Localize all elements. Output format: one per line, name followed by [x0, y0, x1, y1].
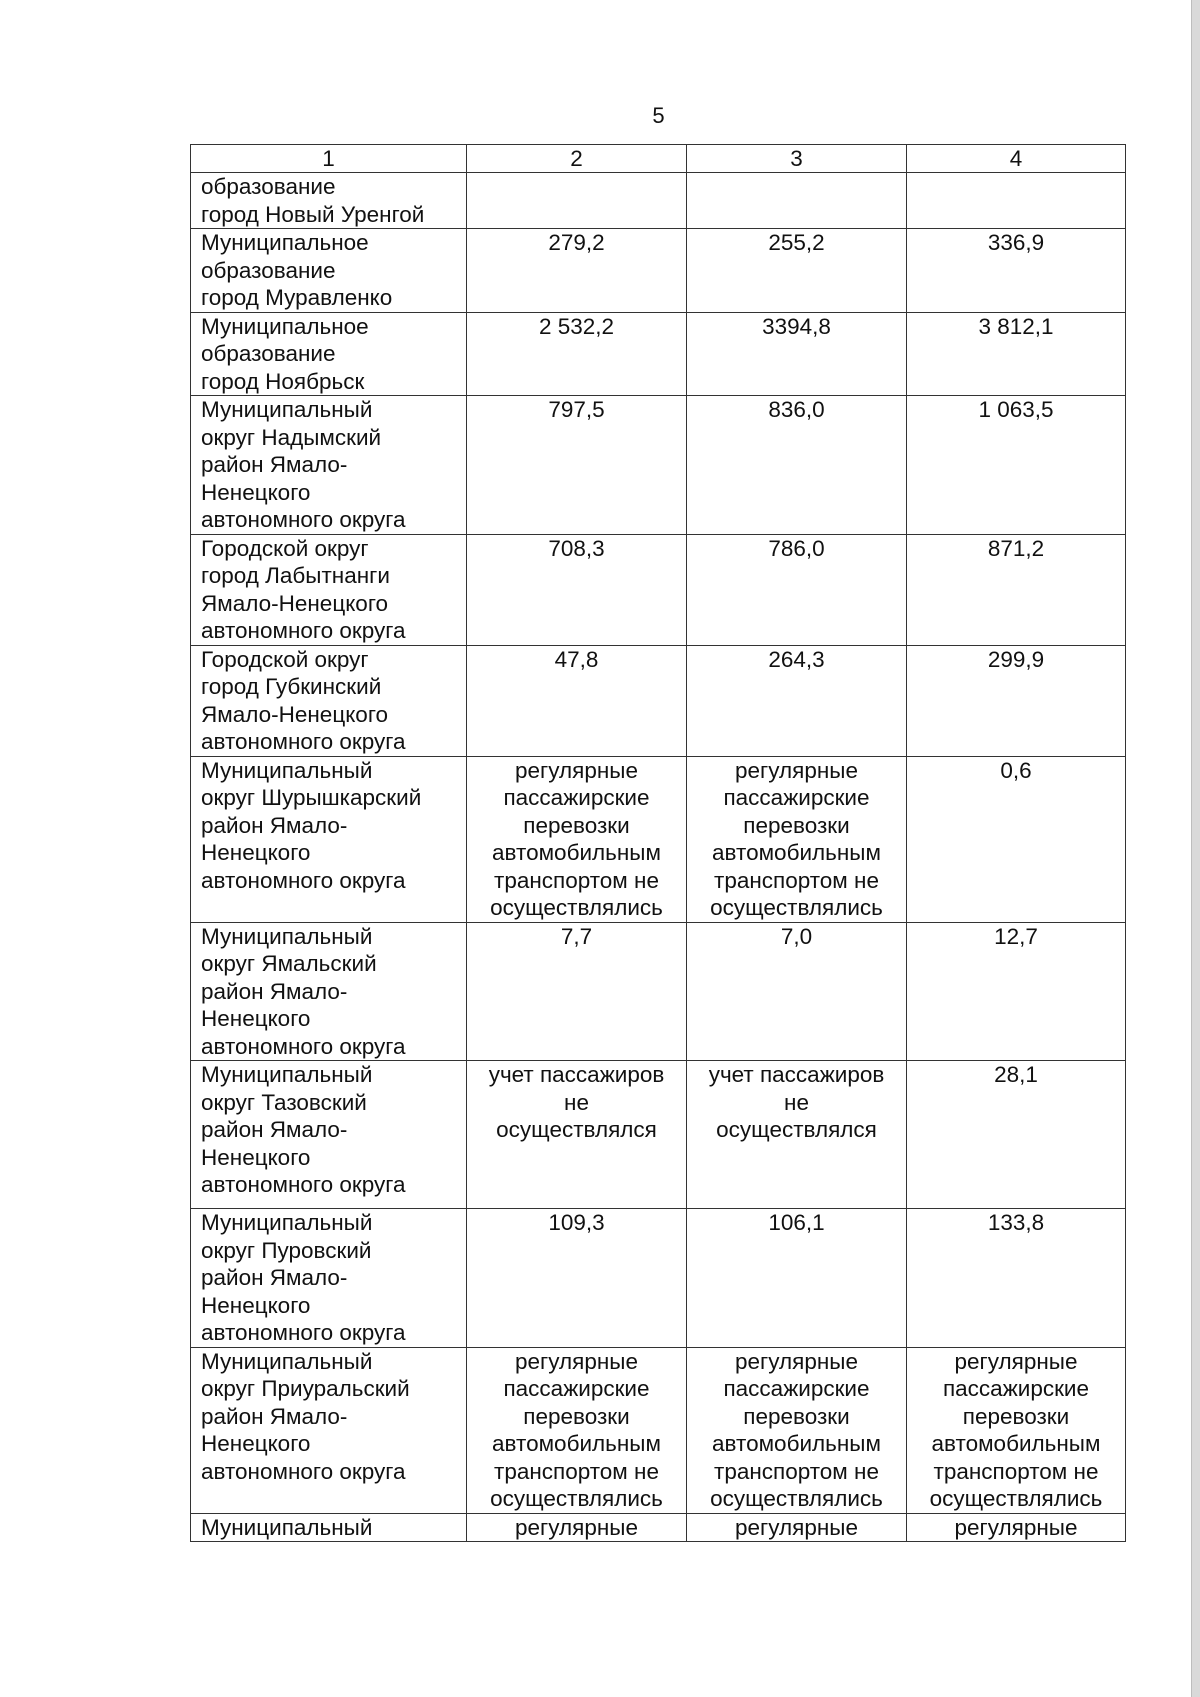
value-cell-col4: 3 812,1	[907, 312, 1126, 396]
row-label-cell: Муниципальный округ Тазовский район Ямало- Ненецкого автономного округа	[191, 1061, 467, 1209]
value-cell-col2: 279,2	[467, 229, 687, 313]
value-cell-col4: 1 063,5	[907, 396, 1126, 535]
value-cell-col4	[907, 173, 1126, 229]
header-cell-col4: 4	[907, 145, 1126, 173]
table-row	[191, 396, 1126, 535]
table-row	[191, 1061, 1126, 1209]
value-cell-col2: регулярные	[467, 1513, 687, 1541]
data-table	[190, 144, 1126, 1542]
scan-page-edge	[1191, 0, 1200, 1697]
value-cell-col2: 109,3	[467, 1209, 687, 1348]
value-cell-col2: регулярные пассажирские перевозки автомобильным транспортом не осуществлялись	[467, 756, 687, 922]
value-cell-col2: 47,8	[467, 645, 687, 756]
value-cell-col3: 255,2	[687, 229, 907, 313]
value-cell-col3: учет пассажиров не осуществлялся	[687, 1061, 907, 1209]
row-label-cell: Муниципальный	[191, 1513, 467, 1541]
row-label-cell: Муниципальный округ Пуровский район Ямало- Ненецкого автономного округа	[191, 1209, 467, 1348]
table-row	[191, 229, 1126, 313]
value-cell-col3: 786,0	[687, 534, 907, 645]
table-row	[191, 534, 1126, 645]
table-row	[191, 756, 1126, 922]
row-label-cell: Муниципальный округ Надымский район Ямало- Ненецкого автономного округа	[191, 396, 467, 535]
table-row	[191, 173, 1126, 229]
value-cell-col4: регулярные	[907, 1513, 1126, 1541]
value-cell-col3: 7,0	[687, 922, 907, 1061]
value-cell-col2: регулярные пассажирские перевозки автомобильным транспортом не осуществлялись	[467, 1347, 687, 1513]
value-cell-col4: 0,6	[907, 756, 1126, 922]
row-label-cell: образование город Новый Уренгой	[191, 173, 467, 229]
value-cell-col3: 106,1	[687, 1209, 907, 1348]
value-cell-col4: 12,7	[907, 922, 1126, 1061]
table-body	[191, 145, 1126, 1542]
value-cell-col2: 797,5	[467, 396, 687, 535]
value-cell-col2: 708,3	[467, 534, 687, 645]
row-label-cell: Муниципальный округ Шурышкарский район Ямало- Ненецкого автономного округа	[191, 756, 467, 922]
row-label-cell: Городской округ город Губкинский Ямало-Ненецкого автономного округа	[191, 645, 467, 756]
table-row	[191, 645, 1126, 756]
value-cell-col4: 299,9	[907, 645, 1126, 756]
value-cell-col3: регулярные пассажирские перевозки автомобильным транспортом не осуществлялись	[687, 756, 907, 922]
value-cell-col2: 2 532,2	[467, 312, 687, 396]
header-cell-col3: 3	[687, 145, 907, 173]
value-cell-col3: регулярные	[687, 1513, 907, 1541]
value-cell-col3	[687, 173, 907, 229]
value-cell-col4: 28,1	[907, 1061, 1126, 1209]
value-cell-col4: 133,8	[907, 1209, 1126, 1348]
row-label-cell: Муниципальное образование город Муравленко	[191, 229, 467, 313]
row-label-cell: Муниципальное образование город Ноябрьск	[191, 312, 467, 396]
value-cell-col4: регулярные пассажирские перевозки автомобильным транспортом не осуществлялись	[907, 1347, 1126, 1513]
table-row-partial	[191, 1513, 1126, 1541]
page-number: 5	[652, 103, 665, 128]
value-cell-col3: 3394,8	[687, 312, 907, 396]
table-row	[191, 922, 1126, 1061]
table-row	[191, 1209, 1126, 1348]
value-cell-col4: 336,9	[907, 229, 1126, 313]
value-cell-col2: 7,7	[467, 922, 687, 1061]
header-cell-col1: 1	[191, 145, 467, 173]
header-row	[191, 145, 1126, 173]
row-label-cell: Городской округ город Лабытнанги Ямало-Ненецкого автономного округа	[191, 534, 467, 645]
value-cell-col2	[467, 173, 687, 229]
value-cell-col4: 871,2	[907, 534, 1126, 645]
header-cell-col2: 2	[467, 145, 687, 173]
row-label-cell: Муниципальный округ Ямальский район Ямало- Ненецкого автономного округа	[191, 922, 467, 1061]
value-cell-col3: 836,0	[687, 396, 907, 535]
table-row	[191, 1347, 1126, 1513]
table-row	[191, 312, 1126, 396]
value-cell-col2: учет пассажиров не осуществлялся	[467, 1061, 687, 1209]
value-cell-col3: регулярные пассажирские перевозки автомобильным транспортом не осуществлялись	[687, 1347, 907, 1513]
row-label-cell: Муниципальный округ Приуральский район Ямало- Ненецкого автономного округа	[191, 1347, 467, 1513]
value-cell-col3: 264,3	[687, 645, 907, 756]
